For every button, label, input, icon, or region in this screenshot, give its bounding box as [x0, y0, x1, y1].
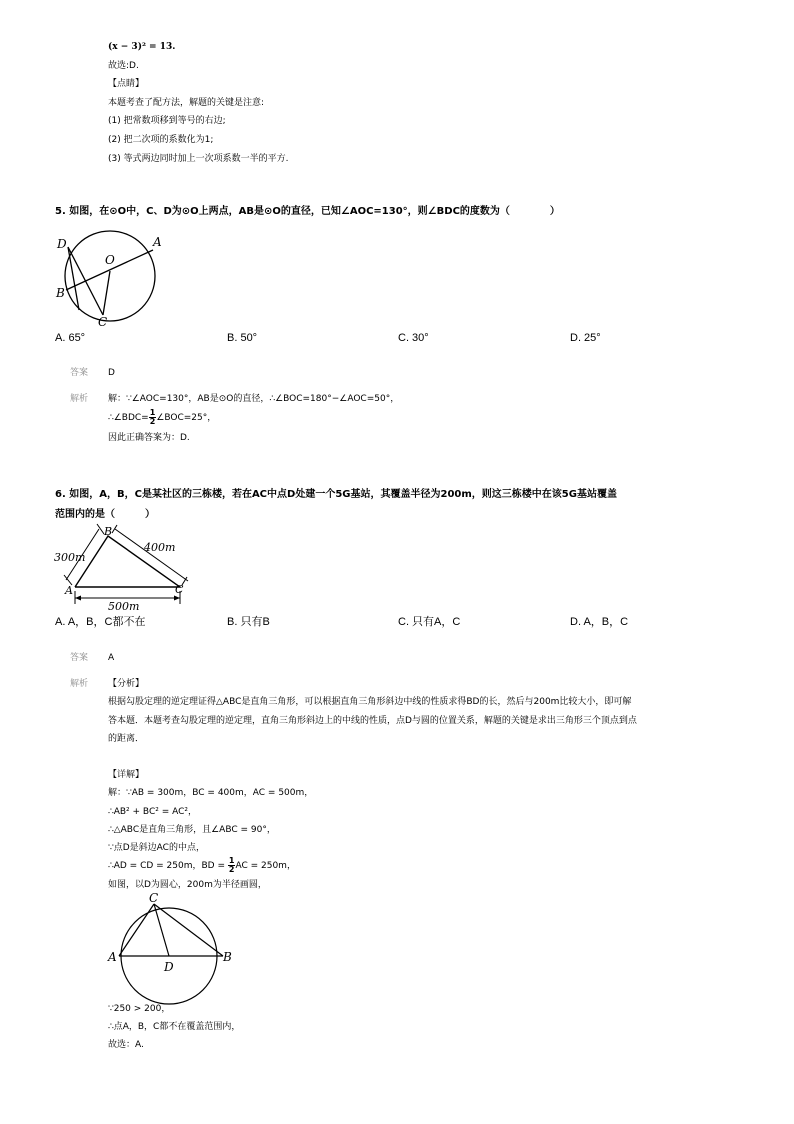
label-D: D [57, 237, 67, 251]
label-A: A [65, 584, 73, 597]
label-C: C [149, 891, 159, 905]
q5-analysis-line-3: 因此正确答案为：D. [108, 433, 190, 443]
label-400m: 400m [144, 541, 176, 554]
q6-fenxi-heading: 【分析】 [108, 679, 145, 689]
q6-solution-line-8: ∴点A，B，C都不在覆盖范围内， [108, 1022, 241, 1032]
dianjing-point-2: (2) 把二次项的系数化为1; [108, 135, 214, 145]
q6-xiangjie-heading: 【详解】 [108, 770, 145, 780]
q6-solution-line-9: 故选：A. [108, 1040, 144, 1050]
label-A: A [153, 235, 162, 249]
q6-option-c[interactable]: C. 只有A，C [398, 616, 461, 628]
q6-stem-line-2: 范围内的是（ ） [55, 509, 155, 520]
label-B: B [56, 286, 65, 300]
dianjing-intro: 本题考查了配方法，解题的关键是注意: [108, 98, 265, 108]
q6-solution-line-1: 解：∵AB = 300m，BC = 400m，AC = 500m， [108, 788, 314, 798]
q6-circle-figure [105, 890, 240, 980]
label-C: C [175, 583, 184, 596]
q5-analysis-label: 解析 [70, 394, 89, 404]
q6-solution-line-4: ∵点D是斜边AC的中点， [108, 843, 205, 853]
q6-stem-line-1: 6. 如图，A，B，C是某社区的三栋楼，若在AC中点D处建一个5G基站，其覆盖半径为200m，则这三栋楼中在该5G基站覆盖 [55, 489, 617, 500]
q5-option-d[interactable]: D. 25° [570, 332, 601, 344]
q6-solution-line-3: ∴△ABC是直角三角形，且∠ABC = 90°， [108, 825, 276, 835]
fraction-half: $\frac{1}{2}$ [228, 856, 235, 874]
label-O: O [105, 253, 115, 267]
label-B: B [223, 950, 232, 964]
equation-line: (x − 3)² = 13. [108, 42, 176, 52]
q5-analysis-line-2: ∴∠BDC= $\frac{1}{2}$ ∠BOC=25°， [108, 408, 217, 426]
q6-analysis-label: 解析 [70, 679, 89, 689]
label-B: B [104, 525, 113, 538]
label-D: D [164, 960, 174, 974]
dianjing-point-3: (3) 等式两边同时加上一次项系数一半的平方. [108, 154, 289, 164]
label-300m: 300m [54, 551, 86, 564]
q6-triangle-figure [52, 527, 192, 615]
fraction-half: $\frac{1}{2}$ [149, 408, 156, 426]
q6-fenxi-line-3: 的距离． [108, 734, 145, 744]
label-C: C [98, 315, 108, 329]
q5-answer-label: 答案 [70, 368, 89, 378]
q6-option-d[interactable]: D. A，B，C [570, 616, 629, 628]
q5-option-a[interactable]: A. 65° [55, 332, 86, 344]
label-A: A [108, 950, 117, 964]
dianjing-point-1: (1) 把常数项移到等号的右边; [108, 116, 226, 126]
q6-solution-line-2: ∴AB² + BC² = AC²， [108, 807, 197, 817]
q6-fenxi-line-1: 根据勾股定理的逆定理证得△ABC是直角三角形，可以根据直角三角形斜边中线的性质求得BD的长，然后与200m比较大小，即可解 [108, 697, 632, 707]
dianjing-heading: 【点睛】 [108, 79, 145, 89]
q6-answer-label: 答案 [70, 653, 89, 663]
choose-line: 故选:D. [108, 61, 139, 71]
q5-option-b[interactable]: B. 50° [227, 332, 258, 344]
q5-stem: 5. 如图，在⊙O中，C、D为⊙O上两点，AB是⊙O的直径，已知∠AOC=130°，则∠BDC的度数为（ ） [55, 206, 560, 217]
q6-answer: A [108, 653, 115, 663]
q5-circle-figure [55, 232, 165, 332]
q5-option-c[interactable]: C. 30° [398, 332, 429, 344]
label-500m: 500m [108, 600, 140, 613]
q6-solution-line-5: ∴AD = CD = 250m，BD = $\frac{1}{2}$ AC = 250m， [108, 856, 296, 874]
q6-option-b[interactable]: B. 只有B [227, 616, 270, 628]
q6-solution-line-7: ∵250 > 200， [108, 1004, 171, 1014]
q6-option-a[interactable]: A. A，B，C都不在 [55, 616, 146, 628]
q6-fenxi-line-2: 答本题．本题考查勾股定理的逆定理，直角三角形斜边上的中线的性质，点D与圆的位置关系，解题的关键是求出三角形三个顶点到点 [108, 716, 637, 726]
q5-answer: D [108, 368, 115, 378]
q5-analysis-line-1: 解：∵∠AOC=130°，AB是⊙O的直径，∴∠BOC=180°−∠AOC=50°， [108, 394, 400, 404]
q6-solution-line-6: 如图，以D为圆心，200m为半径画圆， [108, 880, 267, 890]
